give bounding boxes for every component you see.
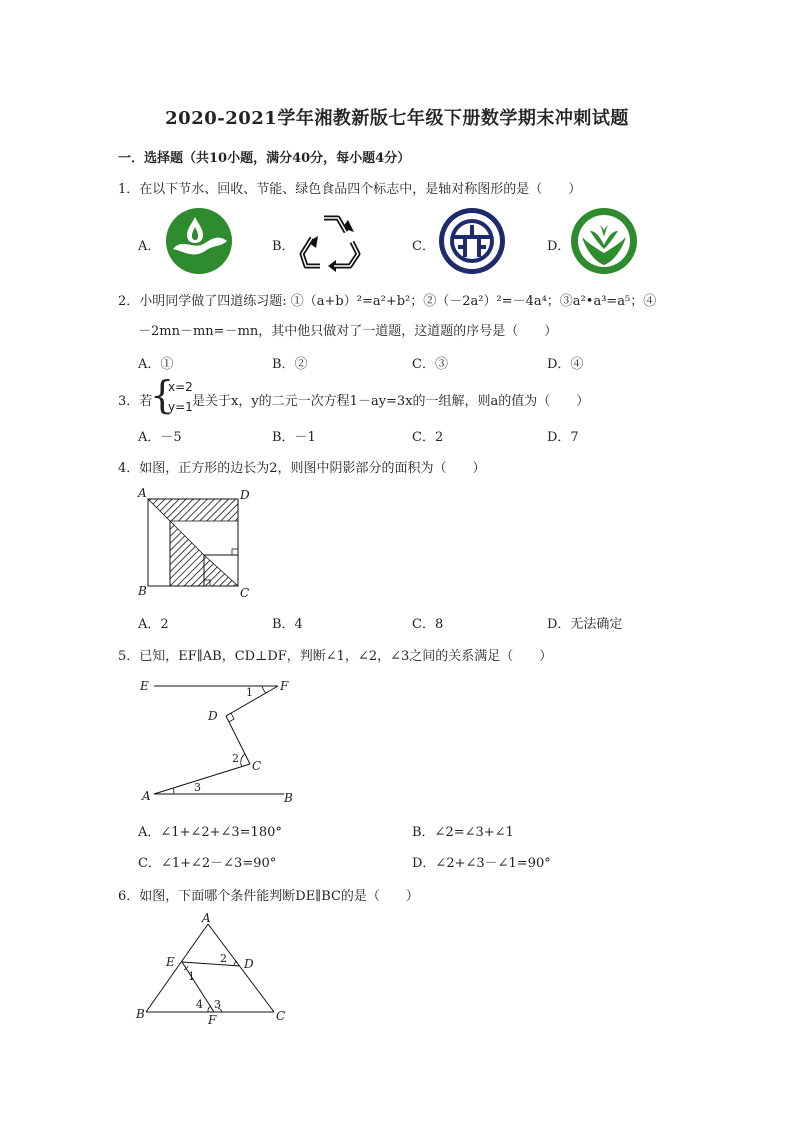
label-B: B	[136, 1007, 145, 1021]
angle-2-label: 2	[232, 752, 239, 765]
label-A: A	[138, 486, 147, 500]
q1-option-d[interactable]: D．	[547, 239, 571, 254]
square-shaded-figure	[136, 485, 256, 603]
q5-option-d[interactable]: D．∠2+∠3－∠1=90°	[412, 856, 551, 871]
q1-option-a[interactable]: A．	[138, 239, 161, 254]
question-4-stem: 4．如图，正方形的边长为2，则图中阴影部分的面积为（ ）	[118, 461, 486, 476]
q4-option-a[interactable]: A．2	[138, 617, 169, 632]
label-E: E	[140, 679, 149, 693]
q4-option-b[interactable]: B．4	[272, 617, 303, 632]
label-D: D	[244, 957, 254, 971]
q1-option-b[interactable]: B．	[272, 239, 295, 254]
triangle-figure	[136, 912, 292, 1026]
angle-3-label: 3	[194, 781, 201, 794]
q2-option-d[interactable]: D．④	[547, 357, 584, 372]
equation-brace: {	[150, 373, 175, 417]
q3-option-d[interactable]: D．7	[547, 430, 579, 445]
label-B: B	[284, 791, 293, 805]
q1-option-c[interactable]: C．	[412, 239, 435, 254]
label-C: C	[276, 1009, 286, 1023]
label-A: A	[202, 911, 211, 925]
water-saving-logo-icon	[165, 207, 233, 275]
angle-1-label: 1	[188, 970, 195, 983]
q2-option-b[interactable]: B．②	[272, 357, 308, 372]
question-6-stem: 6．如图，下面哪个条件能判断DE∥BC的是（ ）	[118, 889, 419, 904]
q3-option-b[interactable]: B．－1	[272, 430, 316, 445]
question-3-suffix: 是关于x，y的二元一次方程1－ay=3x的一组解，则a的值为（ ）	[192, 394, 590, 409]
q3-option-a[interactable]: A．－5	[138, 430, 182, 445]
label-A: A	[142, 789, 151, 803]
equation-line-2: y=1	[168, 400, 193, 414]
label-C: C	[240, 586, 250, 600]
green-food-logo-icon	[570, 207, 638, 275]
label-B: B	[138, 584, 147, 598]
question-1-stem: 1．在以下节水、回收、节能、绿色食品四个标志中，是轴对称图形的是（ ）	[118, 182, 582, 197]
question-2-line-1: 2．小明同学做了四道练习题: ①（a+b）²=a²+b²；②（－2a²）²=－4a⁴；③a²•a³=a⁵；④	[118, 294, 657, 309]
q2-option-a[interactable]: A．①	[138, 357, 174, 372]
question-5-stem: 5．已知，EF∥AB，CD⊥DF，判断∠1，∠2，∠3之间的关系满足（ ）	[118, 649, 553, 664]
q3-option-c[interactable]: C．2	[412, 430, 444, 445]
label-D: D	[208, 709, 218, 723]
label-E: E	[166, 955, 175, 969]
angle-4-label: 4	[196, 998, 203, 1011]
parallel-lines-figure	[138, 676, 298, 806]
q2-option-c[interactable]: C．③	[412, 357, 448, 372]
angle-1-label: 1	[246, 686, 253, 699]
q4-option-c[interactable]: C．8	[412, 617, 444, 632]
label-D: D	[240, 488, 250, 502]
page-title: 2020-2021学年湘教新版七年级下册数学期末冲刺试题	[165, 108, 629, 129]
recycle-logo-icon	[298, 208, 364, 274]
q5-option-a[interactable]: A．∠1+∠2+∠3=180°	[138, 825, 282, 840]
q5-option-c[interactable]: C．∠1+∠2－∠3=90°	[138, 856, 277, 871]
equation-line-1: x=2	[168, 380, 193, 394]
section-heading: 一．选择题（共10小题，满分40分，每小题4分）	[118, 151, 411, 166]
question-2-line-2: －2mn－mn=－mn，其中他只做对了一道题，这道题的序号是（ ）	[138, 324, 558, 339]
q4-option-d[interactable]: D．无法确定	[547, 617, 623, 632]
q5-option-b[interactable]: B．∠2=∠3+∠1	[412, 825, 514, 840]
label-C: C	[252, 759, 262, 773]
angle-2-label: 2	[220, 952, 227, 965]
label-F: F	[280, 679, 289, 693]
question-3-prefix: 3．若	[118, 394, 153, 409]
label-F: F	[208, 1013, 217, 1027]
energy-saving-logo-icon	[438, 207, 506, 275]
angle-3-label: 3	[214, 998, 221, 1011]
